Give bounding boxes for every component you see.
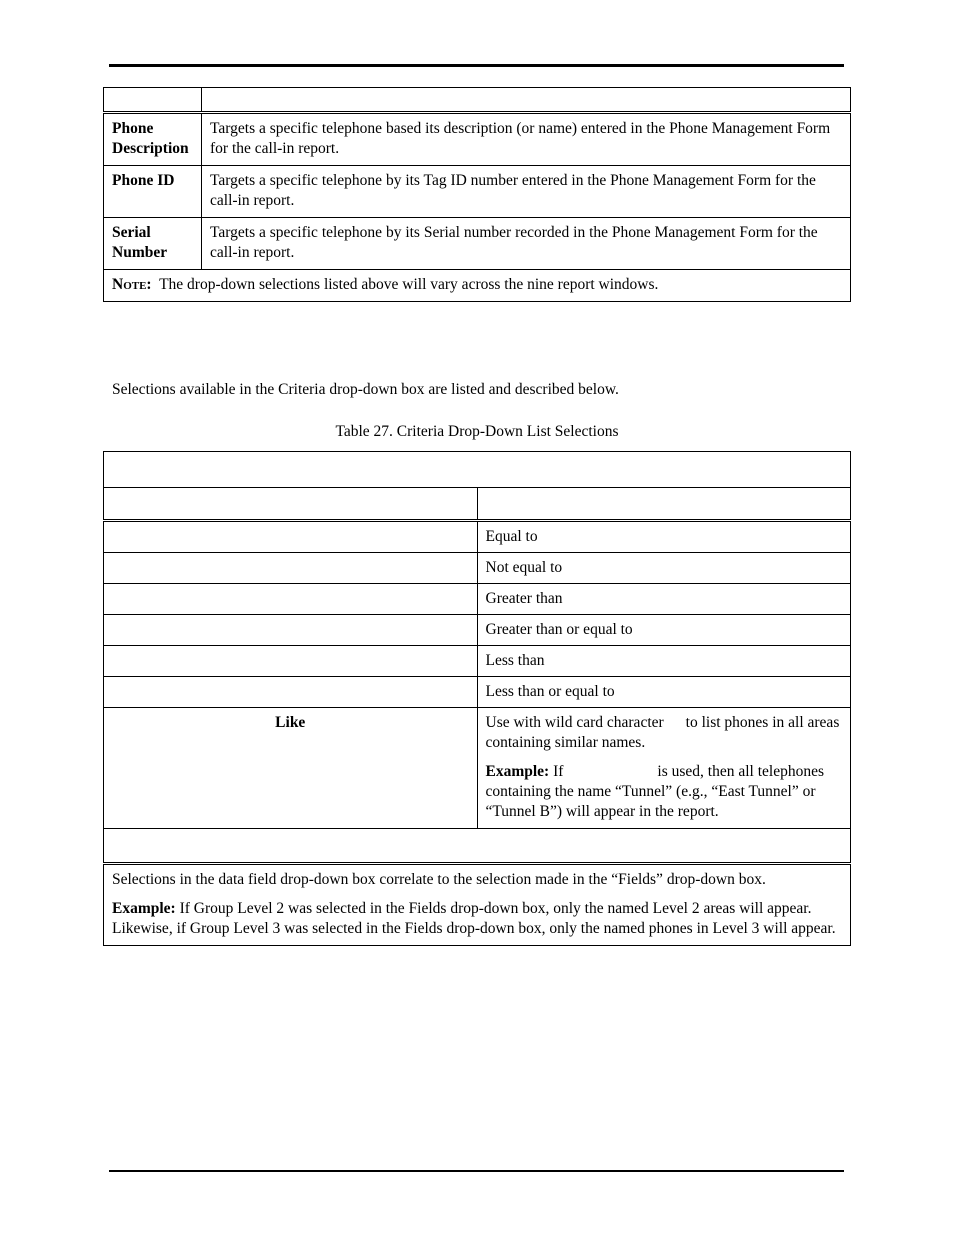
title-cell	[104, 452, 851, 488]
example-label: Example:	[485, 763, 550, 780]
operator-symbol	[104, 553, 478, 584]
operator-row	[104, 521, 851, 553]
like-row	[104, 708, 851, 829]
table-title-row	[104, 452, 851, 488]
operator-description: Not equal to	[477, 553, 851, 584]
row-label: Serial Number	[104, 218, 202, 270]
row-label: Phone ID	[104, 166, 202, 218]
row-description: Targets a specific telephone by its Serial number recorded in the Phone Management Form for the call-in report.	[202, 218, 851, 270]
operator-symbol	[104, 584, 478, 615]
header-cell	[477, 488, 851, 521]
header-cell	[202, 88, 851, 113]
row-label: Phone Description	[104, 113, 202, 166]
like-example-a: If	[553, 763, 564, 780]
table-row	[104, 113, 851, 166]
table-row	[104, 218, 851, 270]
like-usage-b: to list phones in all areas containing similar names.	[485, 714, 840, 751]
like-description	[477, 708, 851, 829]
like-usage-a: Use with wild card character	[485, 714, 664, 731]
criteria-table	[103, 451, 851, 946]
note-text: The drop-down selections listed above will vary across the nine report windows.	[159, 276, 659, 293]
operator-symbol	[104, 646, 478, 677]
row-description: Targets a specific telephone by its Tag ID number entered in the Phone Management Form for the call-in report.	[202, 166, 851, 218]
like-label: Like	[104, 708, 478, 829]
note-label: Note:	[112, 276, 152, 293]
example-label: Example:	[112, 900, 176, 917]
datafield-text: Selections in the data field drop-down box correlate to the selection made in the “Fields” drop-down box.	[112, 871, 766, 888]
datafield-cell	[104, 864, 851, 946]
like-example-b: is used, then all telephones containing the name “Tunnel” (e.g., “East Tunnel” or “Tunnel B”) will appear in the report.	[485, 763, 825, 820]
datafield-example	[112, 899, 842, 939]
note-row	[104, 270, 851, 302]
header-cell	[104, 88, 202, 113]
operator-description: Greater than	[477, 584, 851, 615]
operator-description: Greater than or equal to	[477, 615, 851, 646]
header-cell	[104, 488, 478, 521]
intro-text: Selections available in the Criteria drop-down box are listed and described below.	[112, 381, 619, 398]
operator-symbol	[104, 615, 478, 646]
header-rule	[109, 64, 844, 67]
operator-description: Equal to	[477, 521, 851, 553]
row-description: Targets a specific telephone based its description (or name) entered in the Phone Management Form for the call-in report.	[202, 113, 851, 166]
subheader-cell	[104, 829, 851, 864]
like-usage	[486, 713, 843, 753]
footer-rule	[109, 1170, 844, 1172]
operator-row	[104, 646, 851, 677]
operator-row	[104, 584, 851, 615]
operator-description: Less than	[477, 646, 851, 677]
phone-fields-table	[103, 87, 851, 302]
operator-symbol	[104, 677, 478, 708]
operator-row	[104, 677, 851, 708]
note-cell	[104, 270, 851, 302]
operator-row	[104, 553, 851, 584]
table-header-row	[104, 88, 851, 113]
operator-symbol	[104, 521, 478, 553]
subheader-row	[104, 829, 851, 864]
operator-description: Less than or equal to	[477, 677, 851, 708]
datafield-row	[104, 864, 851, 946]
table-caption: Table 27. Criteria Drop-Down List Selections	[335, 423, 619, 440]
operator-row	[104, 615, 851, 646]
table-header-row	[104, 488, 851, 521]
datafield-example-text: If Group Level 2 was selected in the Fields drop-down box, only the named Level 2 areas will appear. Likewise, if Group Level 3 was selected in the Fields drop-down box, only the named phones in Level 3 will appear.	[112, 900, 836, 937]
like-example	[486, 762, 843, 822]
table-row	[104, 166, 851, 218]
